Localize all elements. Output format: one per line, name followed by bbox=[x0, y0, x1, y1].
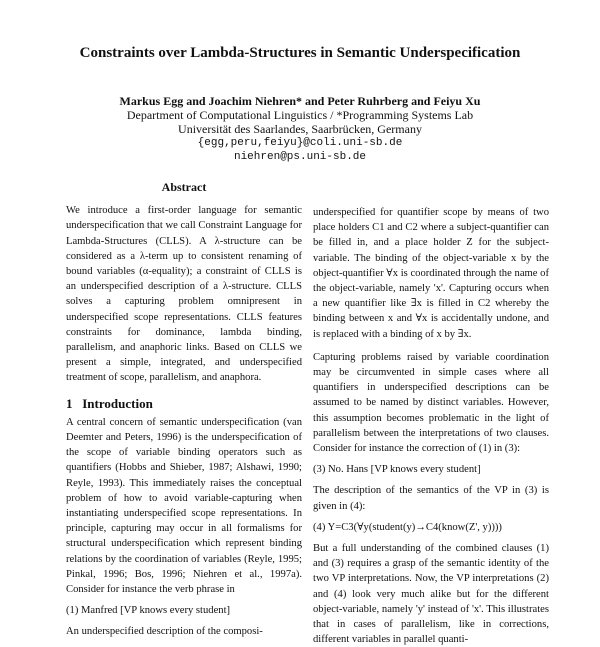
right-paragraph-2: Capturing problems raised by variable coordination may be circumvented in simple cases where all quantifiers in underspecified descriptions can be assumed to be named by distinct variables. However, this assumption becomes problematic in the light of parallelism between the interpretations of two clauses. Consider for instance the correction of (1) in (3): bbox=[313, 351, 549, 455]
example-1: (1) Manfred [VP knows every student] bbox=[66, 605, 231, 617]
intro-paragraph-2: An underspecified description of the composi- bbox=[66, 626, 263, 638]
email-line-2: niehren@ps.uni-sb.de bbox=[233, 151, 367, 163]
abstract-heading: Abstract bbox=[161, 180, 207, 194]
right-paragraph-3: The description of the semantics of the VP in (3) is given in (4): bbox=[313, 485, 549, 512]
example-3: (3) No. Hans [VP knows every student] bbox=[313, 464, 481, 476]
abstract-text: We introduce a first-order language for semantic underspecification that we call Constraint Language for Lambda-Structures (CLLS). A λ-structure can be considered as a λ-term up to consistent renaming of bound variables (α-equality); a constraint of CLLS is an underspecified description of a λ-structure. CLLS solves a capturing problem omnipresent in underspecified scope representations. CLLS features constraints for dominance, lambda binding, parallelism, and anaphoric links. Based on CLLS we present a simple, integrated, and underspecified treatment of scope, parallelism, and anaphora. bbox=[66, 205, 302, 384]
section-number: 1 bbox=[66, 395, 73, 411]
email-line-1: {egg,peru,feiyu}@coli.uni-sb.de bbox=[197, 137, 403, 149]
paper-title: Constraints over Lambda-Structures in Semantic Underspecification bbox=[79, 45, 521, 61]
author-block bbox=[0, 94, 600, 164]
right-paragraph-4: But a full understanding of the combined clauses (1) and (3) requires a grasp of the semantic identity of the two VP interpretations. Now, the VP interpretations (2) and (4) look very much alike but for the different object-variable, namely 'y' instead of 'x'. This illustrates that in cases of parallelism, like in corrections, different variables in parallel quanti- bbox=[313, 543, 549, 646]
intro-paragraph-1: A central concern of semantic underspecification (van Deemter and Peters, 1996) is the underspecification of the scope of variable binding operators such as quantifiers (Hobbs and Shieber, 1987; Alshawi, 1990; Reyle, 1993). This immediately raises the conceptual problem of how to avoid variable-capturing when instantiating underspecified scope representations. In principle, capturing may occur in all formalisms for structural underspecification which represent binding relations by the coordination of variables (Reyle, 1995; Pinkal, 1996; Bos, 1996; Niehren et al., 1997a). Consider for instance the verb phrase in bbox=[66, 416, 302, 596]
left-column bbox=[66, 180, 302, 640]
right-paragraph-1: underspecified for quantifier scope by means of two place holders C1 and C2 where a subject-quantifier can be filled in, and a place holder Z for the subject-variable. The binding of the object-variable x by the object-quantifier ∀x is coordinated through the name of the object-variable, namely 'x'. Capturing occurs when a new quantifier like ∃x is filled in C2 whereby the binding between x and ∀x is accidentally undone, and is replaced with a binding of x by ∃x. bbox=[313, 207, 549, 340]
section-heading bbox=[66, 396, 302, 411]
example-4: (4) Y=C3(∀y(student(y)→C4(know(Z', y)))) bbox=[313, 521, 502, 533]
affiliation: Department of Computational Linguistics / *Programming Systems Lab bbox=[126, 108, 474, 122]
right-column bbox=[313, 205, 549, 647]
author-names: Markus Egg and Joachim Niehren* and Peter Ruhrberg and Feiyu Xu bbox=[119, 94, 481, 108]
section-title: Introduction bbox=[82, 395, 153, 411]
university: Universität des Saarlandes, Saarbrücken, Germany bbox=[178, 122, 422, 136]
